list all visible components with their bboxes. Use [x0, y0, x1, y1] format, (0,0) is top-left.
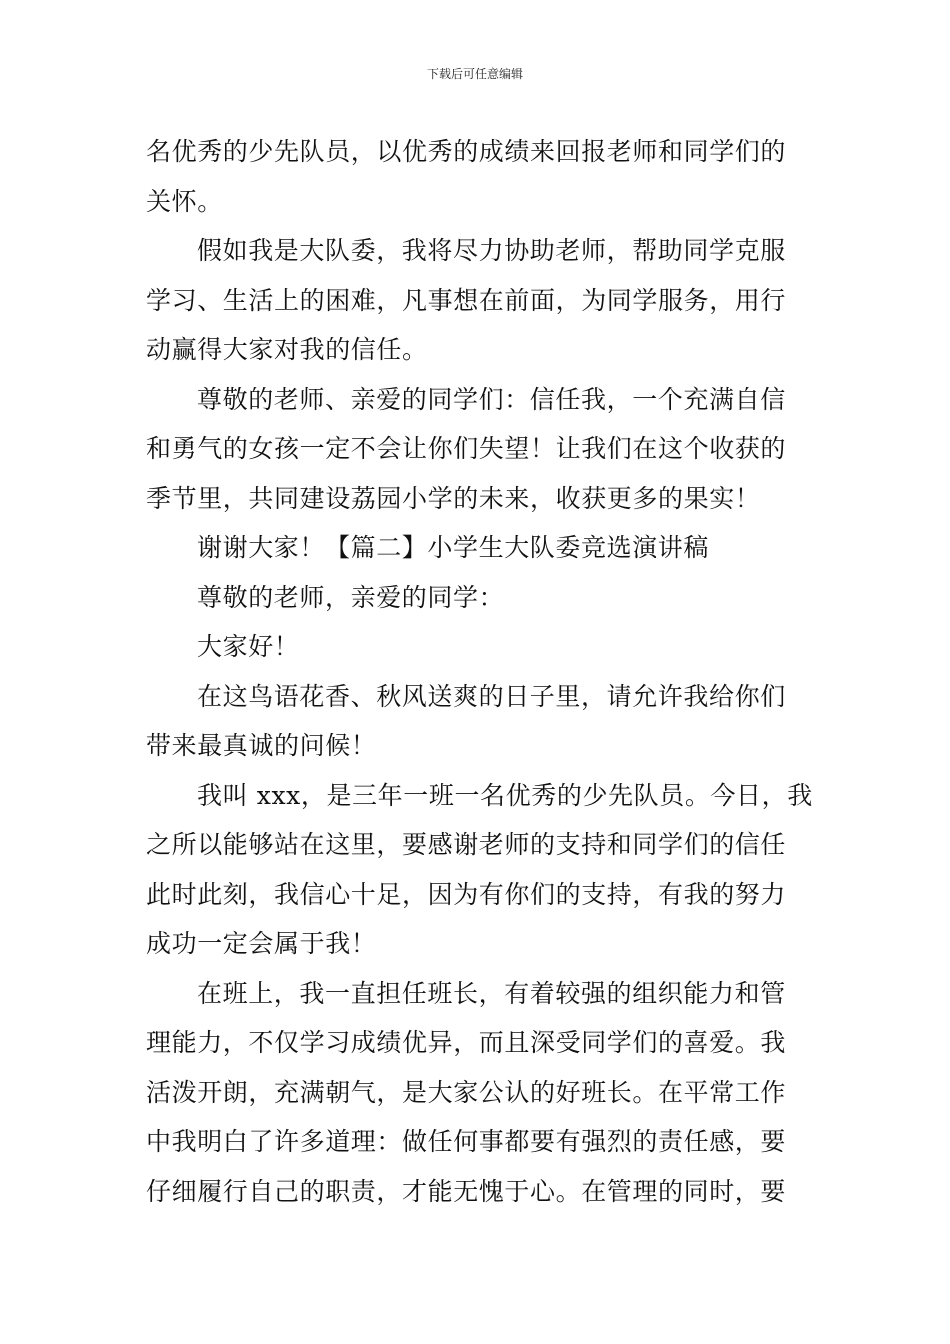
text-line: 在班上，我一直担任班长，有着较强的组织能力和管: [197, 978, 786, 1008]
text-line: 动赢得大家对我的信任。: [146, 335, 428, 364]
page-header: 下载后可任意编辑: [426, 67, 523, 81]
text-line: 此时此刻，我信心十足，因为有你们的支持，有我的努力: [146, 879, 787, 909]
text-line: 大家好！: [197, 632, 300, 661]
text-line: 在这鸟语花香、秋风送爽的日子里，请允许我给你们: [197, 681, 786, 711]
text-line: 名优秀的少先队员，以优秀的成绩来回报老师和同学们的: [146, 137, 787, 166]
text-line: 尊敬的老师，亲爱的同学：: [197, 582, 505, 612]
text-line: 关怀。: [146, 186, 223, 216]
text-line: 尊敬的老师、亲爱的同学们：信任我，一个充满自信: [197, 384, 786, 414]
text-line: 之所以能够站在这里，要感谢老师的支持和同学们的信任: [146, 830, 787, 859]
text-line: 谢谢大家！【篇二】小学生大队委竞选演讲稿: [197, 533, 710, 562]
text-line: 学习、生活上的困难，凡事想在前面，为同学服务，用行: [146, 285, 787, 315]
text-line: 和勇气的女孩一定不会让你们失望！让我们在这个收获的: [146, 434, 787, 463]
text-line: 我叫 xxx，是三年一班一名优秀的少先队员。今日，我: [197, 780, 813, 810]
text-line: 成功一定会属于我！: [146, 929, 377, 958]
text-line: 中我明白了许多道理：做任何事都要有强烈的责任感，要: [146, 1127, 787, 1156]
text-line: 假如我是大队委，我将尽力协助老师，帮助同学克服: [197, 236, 786, 265]
text-line: 理能力，不仅学习成绩优异，而且深受同学们的喜爱。我: [146, 1028, 787, 1057]
text-line: 活泼开朗，充满朝气，是大家公认的好班长。在平常工作: [146, 1077, 787, 1107]
text-line: 带来最真诚的问候！: [146, 731, 377, 760]
text-line: 仔细履行自己的职责，才能无愧于心。在管理的同时，要: [146, 1176, 787, 1206]
document-body: [146, 127, 813, 1216]
text-line: 季节里，共同建设荔园小学的未来，收获更多的果实！: [146, 483, 761, 513]
